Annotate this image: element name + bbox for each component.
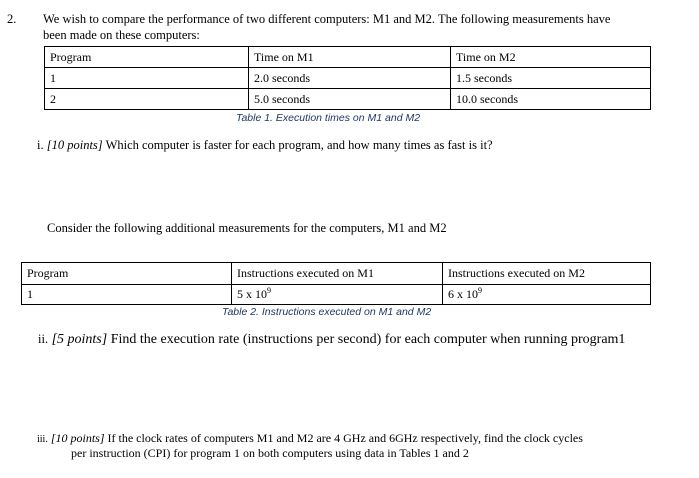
question-points: [10 points] (50, 431, 105, 445)
question-numeral: iii. (37, 434, 48, 445)
question-numeral: ii. (38, 332, 49, 346)
table-header-cell: Instructions executed on M1 (232, 263, 443, 285)
additional-measurements-text: Consider the following additional measurements for the computers, M1 and M2 (47, 221, 447, 235)
table-header-cell: Program (22, 263, 232, 285)
problem-intro-line2: been made on these computers: (43, 28, 200, 42)
table-row (45, 68, 651, 89)
question-text: Which computer is faster for each program, and how many times as fast is it? (105, 138, 493, 152)
problem-intro-line1: We wish to compare the performance of two different computers: M1 and M2. The following measurements have (43, 12, 611, 26)
value-exponent: 9 (478, 286, 482, 295)
question-numeral: i. (37, 138, 44, 152)
table-cell: 10.0 seconds (451, 89, 651, 110)
table-header-row (22, 263, 651, 285)
table-header-cell: Instructions executed on M2 (443, 263, 651, 285)
table-header-cell: Time on M2 (451, 47, 651, 68)
value-exponent: 9 (267, 286, 271, 295)
table-header-cell: Time on M1 (249, 47, 451, 68)
table-cell: 2 (45, 89, 249, 110)
table2-caption: Table 2. Instructions executed on M1 and M2 (222, 306, 432, 318)
question-text: If the clock rates of computers M1 and M2 are 4 GHz and 6GHz respectively, find the clock cycles (107, 431, 583, 445)
question-i (37, 138, 493, 153)
value-base: 5 x 10 (237, 287, 267, 301)
problem-number: 2. (7, 12, 17, 26)
table-header-cell: Program (45, 47, 249, 68)
table-row (22, 285, 651, 305)
table-cell: 5.0 seconds (249, 89, 451, 110)
execution-times-table (44, 46, 651, 110)
table1-caption: Table 1. Execution times on M1 and M2 (236, 112, 421, 124)
table-cell (232, 285, 443, 305)
table-cell: 2.0 seconds (249, 68, 451, 89)
question-ii (38, 332, 625, 348)
instructions-executed-table (21, 262, 651, 305)
value-base: 6 x 10 (448, 287, 478, 301)
question-iii-line1 (37, 431, 583, 446)
question-points: [5 points] (51, 332, 108, 347)
question-iii-line2: per instruction (CPI) for program 1 on both computers using data in Tables 1 and 2 (71, 446, 469, 460)
table-row (45, 89, 651, 110)
table-cell: 1 (45, 68, 249, 89)
question-points: [10 points] (46, 138, 103, 152)
table-cell (443, 285, 651, 305)
table-header-row (45, 47, 651, 68)
table-cell: 1.5 seconds (451, 68, 651, 89)
table-cell: 1 (22, 285, 232, 305)
question-text: Find the execution rate (instructions per second) for each computer when running program1 (110, 332, 626, 347)
